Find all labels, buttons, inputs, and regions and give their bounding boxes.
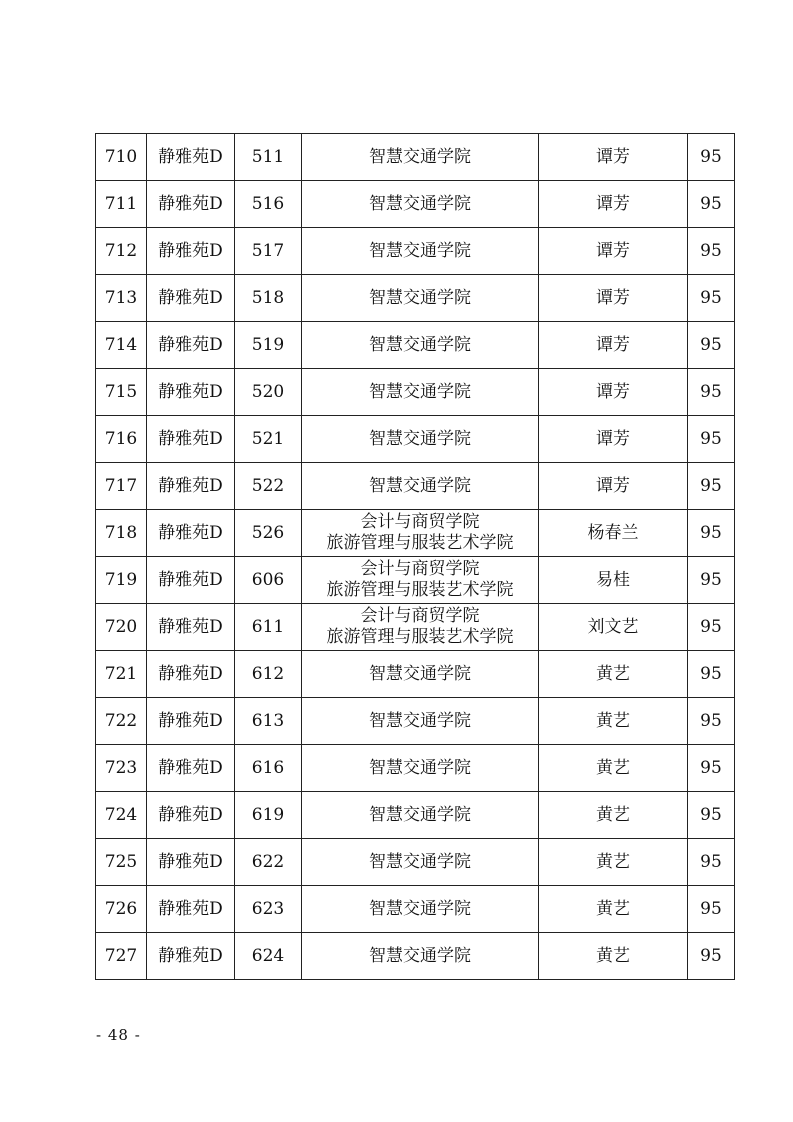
no-cell: 710	[96, 134, 147, 181]
table-row	[96, 463, 735, 510]
building-cell: 静雅苑D	[147, 416, 235, 463]
college-name: 旅游管理与服装艺术学院	[326, 627, 514, 647]
no-cell: 714	[96, 322, 147, 369]
room-cell: 517	[235, 228, 302, 275]
score-cell: 95	[688, 886, 735, 933]
college-name: 旅游管理与服装艺术学院	[326, 533, 514, 553]
no-cell: 723	[96, 745, 147, 792]
person-cell: 黄艺	[539, 886, 688, 933]
no-cell: 727	[96, 933, 147, 980]
person-cell: 黄艺	[539, 792, 688, 839]
person-cell: 谭芳	[539, 134, 688, 181]
college-cell	[302, 510, 539, 557]
room-cell: 611	[235, 604, 302, 651]
college-name: 智慧交通学院	[369, 194, 471, 214]
score-cell: 95	[688, 604, 735, 651]
person-cell: 黄艺	[539, 839, 688, 886]
room-cell: 520	[235, 369, 302, 416]
college-name: 智慧交通学院	[369, 711, 471, 731]
score-cell: 95	[688, 228, 735, 275]
college-name: 智慧交通学院	[369, 241, 471, 261]
college-name: 智慧交通学院	[369, 382, 471, 402]
college-cell	[302, 839, 539, 886]
table-row	[96, 134, 735, 181]
college-cell	[302, 933, 539, 980]
score-cell: 95	[688, 933, 735, 980]
no-cell: 712	[96, 228, 147, 275]
score-cell: 95	[688, 322, 735, 369]
college-name: 会计与商贸学院	[360, 512, 480, 532]
college-name: 智慧交通学院	[369, 147, 471, 167]
room-cell: 623	[235, 886, 302, 933]
dormitory-score-table	[95, 133, 735, 980]
no-cell: 725	[96, 839, 147, 886]
room-cell: 622	[235, 839, 302, 886]
score-cell: 95	[688, 275, 735, 322]
college-name: 会计与商贸学院	[360, 606, 480, 626]
college-cell	[302, 698, 539, 745]
score-cell: 95	[688, 745, 735, 792]
college-name: 智慧交通学院	[369, 288, 471, 308]
college-cell	[302, 181, 539, 228]
person-cell: 谭芳	[539, 181, 688, 228]
score-cell: 95	[688, 181, 735, 228]
room-cell: 511	[235, 134, 302, 181]
score-cell: 95	[688, 839, 735, 886]
person-cell: 谭芳	[539, 369, 688, 416]
table-row	[96, 651, 735, 698]
college-cell	[302, 557, 539, 604]
building-cell: 静雅苑D	[147, 792, 235, 839]
college-cell	[302, 792, 539, 839]
room-cell: 521	[235, 416, 302, 463]
building-cell: 静雅苑D	[147, 181, 235, 228]
table-row	[96, 228, 735, 275]
score-cell: 95	[688, 510, 735, 557]
person-cell: 黄艺	[539, 651, 688, 698]
room-cell: 612	[235, 651, 302, 698]
score-cell: 95	[688, 134, 735, 181]
score-cell: 95	[688, 369, 735, 416]
no-cell: 716	[96, 416, 147, 463]
college-cell	[302, 745, 539, 792]
college-name: 智慧交通学院	[369, 476, 471, 496]
person-cell: 谭芳	[539, 416, 688, 463]
building-cell: 静雅苑D	[147, 604, 235, 651]
no-cell: 720	[96, 604, 147, 651]
score-cell: 95	[688, 416, 735, 463]
table-row	[96, 510, 735, 557]
table-row	[96, 886, 735, 933]
college-name: 智慧交通学院	[369, 664, 471, 684]
person-cell: 易桂	[539, 557, 688, 604]
no-cell: 711	[96, 181, 147, 228]
score-cell: 95	[688, 792, 735, 839]
no-cell: 713	[96, 275, 147, 322]
table-row	[96, 275, 735, 322]
college-name: 智慧交通学院	[369, 429, 471, 449]
score-cell: 95	[688, 651, 735, 698]
person-cell: 谭芳	[539, 322, 688, 369]
college-name: 智慧交通学院	[369, 946, 471, 966]
room-cell: 522	[235, 463, 302, 510]
table-row	[96, 604, 735, 651]
no-cell: 719	[96, 557, 147, 604]
person-cell: 谭芳	[539, 463, 688, 510]
no-cell: 722	[96, 698, 147, 745]
room-cell: 606	[235, 557, 302, 604]
person-cell: 黄艺	[539, 698, 688, 745]
no-cell: 715	[96, 369, 147, 416]
building-cell: 静雅苑D	[147, 322, 235, 369]
college-cell	[302, 463, 539, 510]
building-cell: 静雅苑D	[147, 369, 235, 416]
college-name: 智慧交通学院	[369, 899, 471, 919]
college-cell	[302, 134, 539, 181]
college-name: 旅游管理与服装艺术学院	[326, 580, 514, 600]
person-cell: 黄艺	[539, 745, 688, 792]
score-cell: 95	[688, 463, 735, 510]
college-cell	[302, 604, 539, 651]
college-name: 会计与商贸学院	[360, 559, 480, 579]
college-cell	[302, 369, 539, 416]
table-row	[96, 369, 735, 416]
person-cell: 杨春兰	[539, 510, 688, 557]
table-row	[96, 745, 735, 792]
building-cell: 静雅苑D	[147, 510, 235, 557]
table-row	[96, 557, 735, 604]
no-cell: 717	[96, 463, 147, 510]
room-cell: 616	[235, 745, 302, 792]
building-cell: 静雅苑D	[147, 463, 235, 510]
no-cell: 721	[96, 651, 147, 698]
room-cell: 518	[235, 275, 302, 322]
table-row	[96, 698, 735, 745]
table-row	[96, 792, 735, 839]
college-name: 智慧交通学院	[369, 805, 471, 825]
college-cell	[302, 886, 539, 933]
person-cell: 谭芳	[539, 275, 688, 322]
table-row	[96, 933, 735, 980]
college-cell	[302, 651, 539, 698]
room-cell: 526	[235, 510, 302, 557]
table-row	[96, 181, 735, 228]
table-body	[96, 134, 735, 980]
table-row	[96, 416, 735, 463]
table-row	[96, 839, 735, 886]
college-cell	[302, 228, 539, 275]
college-cell	[302, 275, 539, 322]
person-cell: 谭芳	[539, 228, 688, 275]
room-cell: 624	[235, 933, 302, 980]
building-cell: 静雅苑D	[147, 933, 235, 980]
college-cell	[302, 322, 539, 369]
college-name: 智慧交通学院	[369, 758, 471, 778]
building-cell: 静雅苑D	[147, 839, 235, 886]
person-cell: 刘文艺	[539, 604, 688, 651]
college-name: 智慧交通学院	[369, 852, 471, 872]
room-cell: 519	[235, 322, 302, 369]
building-cell: 静雅苑D	[147, 745, 235, 792]
person-cell: 黄艺	[539, 933, 688, 980]
room-cell: 516	[235, 181, 302, 228]
table-row	[96, 322, 735, 369]
no-cell: 726	[96, 886, 147, 933]
building-cell: 静雅苑D	[147, 698, 235, 745]
score-cell: 95	[688, 698, 735, 745]
no-cell: 718	[96, 510, 147, 557]
building-cell: 静雅苑D	[147, 134, 235, 181]
room-cell: 613	[235, 698, 302, 745]
score-cell: 95	[688, 557, 735, 604]
no-cell: 724	[96, 792, 147, 839]
college-cell	[302, 416, 539, 463]
room-cell: 619	[235, 792, 302, 839]
building-cell: 静雅苑D	[147, 651, 235, 698]
college-name: 智慧交通学院	[369, 335, 471, 355]
building-cell: 静雅苑D	[147, 228, 235, 275]
building-cell: 静雅苑D	[147, 886, 235, 933]
page-number: - 48 -	[96, 1026, 141, 1044]
building-cell: 静雅苑D	[147, 557, 235, 604]
building-cell: 静雅苑D	[147, 275, 235, 322]
